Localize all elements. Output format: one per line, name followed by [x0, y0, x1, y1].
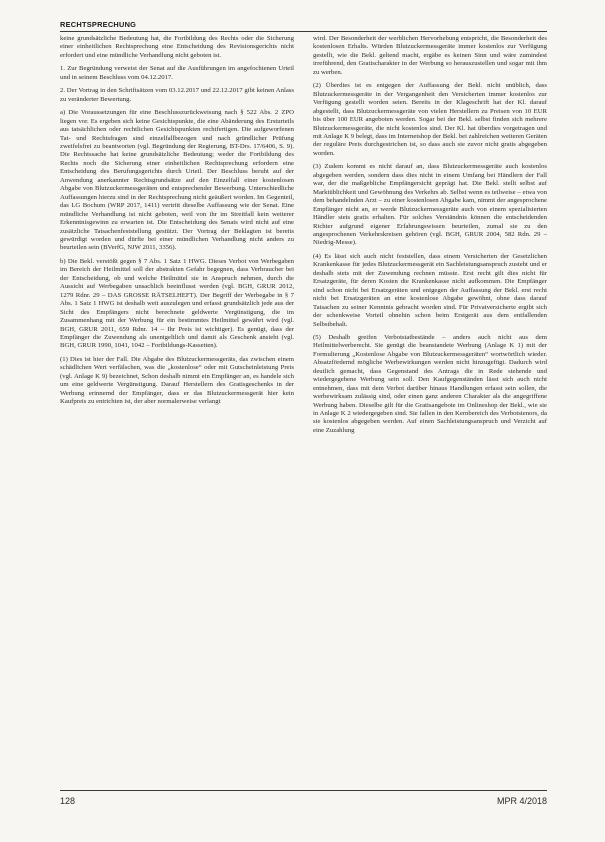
- paragraph: (4) Es lässt sich auch nicht feststellen, dass einem Versicherten der Gesetzlichen Krankenkasse für jedes Blutzuckermessgerät ein Sachleistungsanspruch zusteht und er deshalb stets mit der Zuwendung rechnen müsste. Erst recht gilt dies nicht für Ersatzgeräte, für deren Kosten die Krankenkasse nicht aufkommen. Die Empfänger sind schon nicht bei Ersatzgeräten und entgegen der Auffassung der Bekl. erst recht nicht bei Ersatzgeräten an eine kostenlose Abgabe gewöhnt, ohne dass darauf Tatsachen zu seiner Kenntnis gebracht worden sind. Für Privatversicherte ergibt sich der schenkweise Vorteil ohnehin schon beim Erstgerät aus dem entfallenden Selbstbehalt.: [313, 252, 547, 328]
- right-column: [313, 35, 547, 785]
- footer-rule: [60, 790, 547, 791]
- page-number: 128: [60, 796, 76, 806]
- paragraph: (1) Dies ist hier der Fall. Die Abgabe des Blutzuckermessgeräts, das zwischen einem schädlichen Wert verfälschen, was die „kostenlose“ oder mit Gutscheinleistung Preis (vgl. Anlage K 9) bezeichnet, Schon deshalb nimmt ein Empfänger an, es handele sich um eine geldwerte Vergünstigung. Darauf Herstellern des Gratisgeschenks in der Werbung erinnernd der Empfänger, dass er das Blutzuckermessgerät hier kein Kaufpreis zu entrichten ist, der aber normalerweise verlangt: [60, 355, 294, 406]
- paragraph: 2. Der Vortrag in den Schriftsätzen vom 03.12.2017 und 22.12.2017 gibt keinen Anlass zu veränderter Bewertung.: [60, 87, 294, 103]
- paragraph: keine grundsätzliche Bedeutung hat, die Fortbildung des Rechts oder die Sicherung einer einheitlichen Rechtsprechung eine Entscheidung des Revisionsgerichts nicht erfordert und eine mündliche Verhandlung nicht geboten ist.: [60, 35, 294, 59]
- paragraph: (5) Deshalb greifen Verbotstatbestände – anders auch nicht aus dem Heilmittelwerberecht. Sie genügt die beanstandete Werbung (Anlage K 1) mit der Formulierung „Kostenlose Abgabe von Blutzuckermessgeräten“ wortwörtlich wieder. Absatzfördernd mögliche Werbewirkungen werden nicht hinzugefügt. Dadurch wird deutlich gemacht, dass Gegenstand des Antrags die in Rede stehende und wiedergegebene Werbung sein soll. Den Kaufgegenständen lässt sich auch nicht entnehmen, dass mit dem Verbot darüber hinaus Handlungen erfasst sein sollen, die werbewirksam zulässig sind, oder einen ganz anderen Charakter als die angegriffene Werbung haben. Dieselbe gilt für die Gratisangebote im Onlineshop der Bekl., wie sie in Anlage K 2 wiedergegeben sind. Sie fallen in den Kernbereich des Verbotstenors, da sie kostenlos abgegeben werden. Auf einen Sachleistungsanspruch und Verzicht auf eine Zuzahlung: [313, 333, 547, 434]
- header-rule: [60, 31, 547, 32]
- paragraph: (2) Überdies ist es entgegen der Auffassung der Bekl. nicht unüblich, dass Blutzuckermessgeräte in der Vergangenheit den Versicherten immer kostenlos zur Verfügung gestellt worden seien. Bereits in der Klageschrift hat der Kl. darauf abgestellt, dass Blutzuckermessgeräte von vielen Herstellern zu Preisen von 10 EUR bis über 100 EUR angeboten werden. Sogar bei der Bekl. selbst finden sich mehrere Blutzuckermessgeräte, die nicht kostenlos sind. Der Kl. hat überdies vorgetragen und mit Anlage K 9 belegt, dass im Internetshop der Bekl. bei zahlreichen weiteren Geräten der reguläre Preis durchgestrichen ist, so dass auch sie zuvor nicht gratis abgegeben worden.: [313, 82, 547, 157]
- left-column: [60, 35, 294, 785]
- paragraph: 1. Zur Begründung verweist der Senat auf die Ausführungen im angefochtenen Urteil und in seinem Beschluss vom 04.12.2017.: [60, 65, 294, 81]
- section-header: RECHTSPRECHUNG: [60, 20, 137, 29]
- paragraph: b) Die Bekl. verstößt gegen § 7 Abs. 1 Satz 1 HWG. Dieses Verbot von Werbegaben im Bereich der Heilmittel soll der abstrakten Gefahr begegnen, dass Verbraucher bei der Entscheidung, ob und welche Heilmittel sie in Anspruch nehmen, durch die Aussicht auf Werbegaben unsachlich beeinflusst werden (vgl. BGH, GRUR 2012, 1279 Rdnr. 29 – DAS GROSSE RÄTSELHEFT). Der Begriff der Werbegabe in § 7 Abs. 1 Satz 1 HWG ist deshalb weit auszulegen und erfasst grundsätzlich jede aus der Sicht des Empfängers nicht berechnete geldwerte Vergünstigung, die im Zusammenhang mit der Werbung für ein bestimmtes Heilmittel gewährt wird (vgl. BGH, GRUR 2011, 659 Rdnr. 14 – Ihr Preis ist wichtiger). Es genügt, dass der Empfänger die Zuwendung als unentgeltlich und damit als Geschenk ansieht (vgl. BGH, GRUR 1990, 1041, 1042 – Fortbildungs-Kassetten).: [60, 257, 294, 350]
- paragraph: wird. Der Besonderheit der werblichen Hervorhebung entspricht, die Besonderheit des kostenlosen Erhalts. Würden Blutzuckermessgeräte immer kostenlos zur Verfügung gestellt, wie die Bekl. geltend macht, ergäbe es keinen Sinn und wäre zumindest irreführend, den Gratischarakter in der Werbung so herauszustellen und sogar mit ihm zu werben.: [313, 35, 547, 76]
- journal-reference: MPR 4/2018: [496, 796, 547, 806]
- paragraph: a) Die Voraussetzungen für eine Beschlusszurückweisung nach § 522 Abs. 2 ZPO liegen vor. Es ergeben sich keine Gesichtspunkte, die eine Abänderung des Ersturteils aus tatsächlichen oder rechtlichen Gesichtspunkten rechtfertigen. Die aufgeworfenen Tat- und Rechtsfragen sind einzelfallbezogen und nach gründlicher Prüfung zweifelsfrei zu beantworten (vgl. Begründung der Regierung, BT-Drs. 17/6406, S. 9). Die Rechtssache hat keine grundsätzliche Bedeutung; weder die Fortbildung des Rechts noch die Sicherung einer einheitlichen Rechtsprechung erfordern eine Entscheidung des Berufungsgerichts durch Urteil. Der Beschluss beruht auf der Anwendung anerkannter Rechtsgrundsätze auf den Einzelfall einer kostenlosen Abgabe von Blutzuckermessgeräten und entsprechender Bewerbung. Unterschiedliche Auffassungen hierzu sind in der Rechtsprechung nicht geäußert worden. Im Gegenteil, das LG Bochum (WRP 2017, 1411) vertritt dieselbe Auffassung wie der Senat. Eine mündliche Verhandlung ist nicht geboten, weil von ihr im Streitfall kein weiterer Erkenntnisgewinn zu erwarten ist. Die Entscheidung des Senats wird nicht auf eine zusätzliche Tatsachenfeststellung gestützt. Der Vortrag der Beklagten ist bereits gewürdigt worden und dürfte bei einer mündlichen Verhandlung nicht anders zu beurteilen sein (BVerfG, NJW 2011, 3356).: [60, 109, 294, 252]
- paragraph: (3) Zudem kommt es nicht darauf an, dass Blutzuckermessgeräte auch kostenlos abgegeben werden, sondern dass dies nicht in einem Umfang bei Händlern der Fall war, der die maßgebliche Empfängersicht geprägt hat. Die Bekl. stellt selbst auf Marktüblichkeit und Gewöhnung des Verkehrs ab. Selbst wenn es teilweise – etwa von dem behandelnden Arzt – zu einer kostenlosen Abgabe kam, nimmt der angesprochene Empfänger nicht an, er werde Blutzuckermessgeräte auch von einem spezialisierten Händler stets gratis erhalten. Für solches Verständnis können die entscheidenden Richter aufgrund eigener Erfahrungswissen beurteilen, zumal sie zu den angesprochenen Verkehrskreisen gehören (vgl. BGH, GRUR 2004, 582 Rdn. 29 – Niedrig-Messe).: [313, 163, 547, 247]
